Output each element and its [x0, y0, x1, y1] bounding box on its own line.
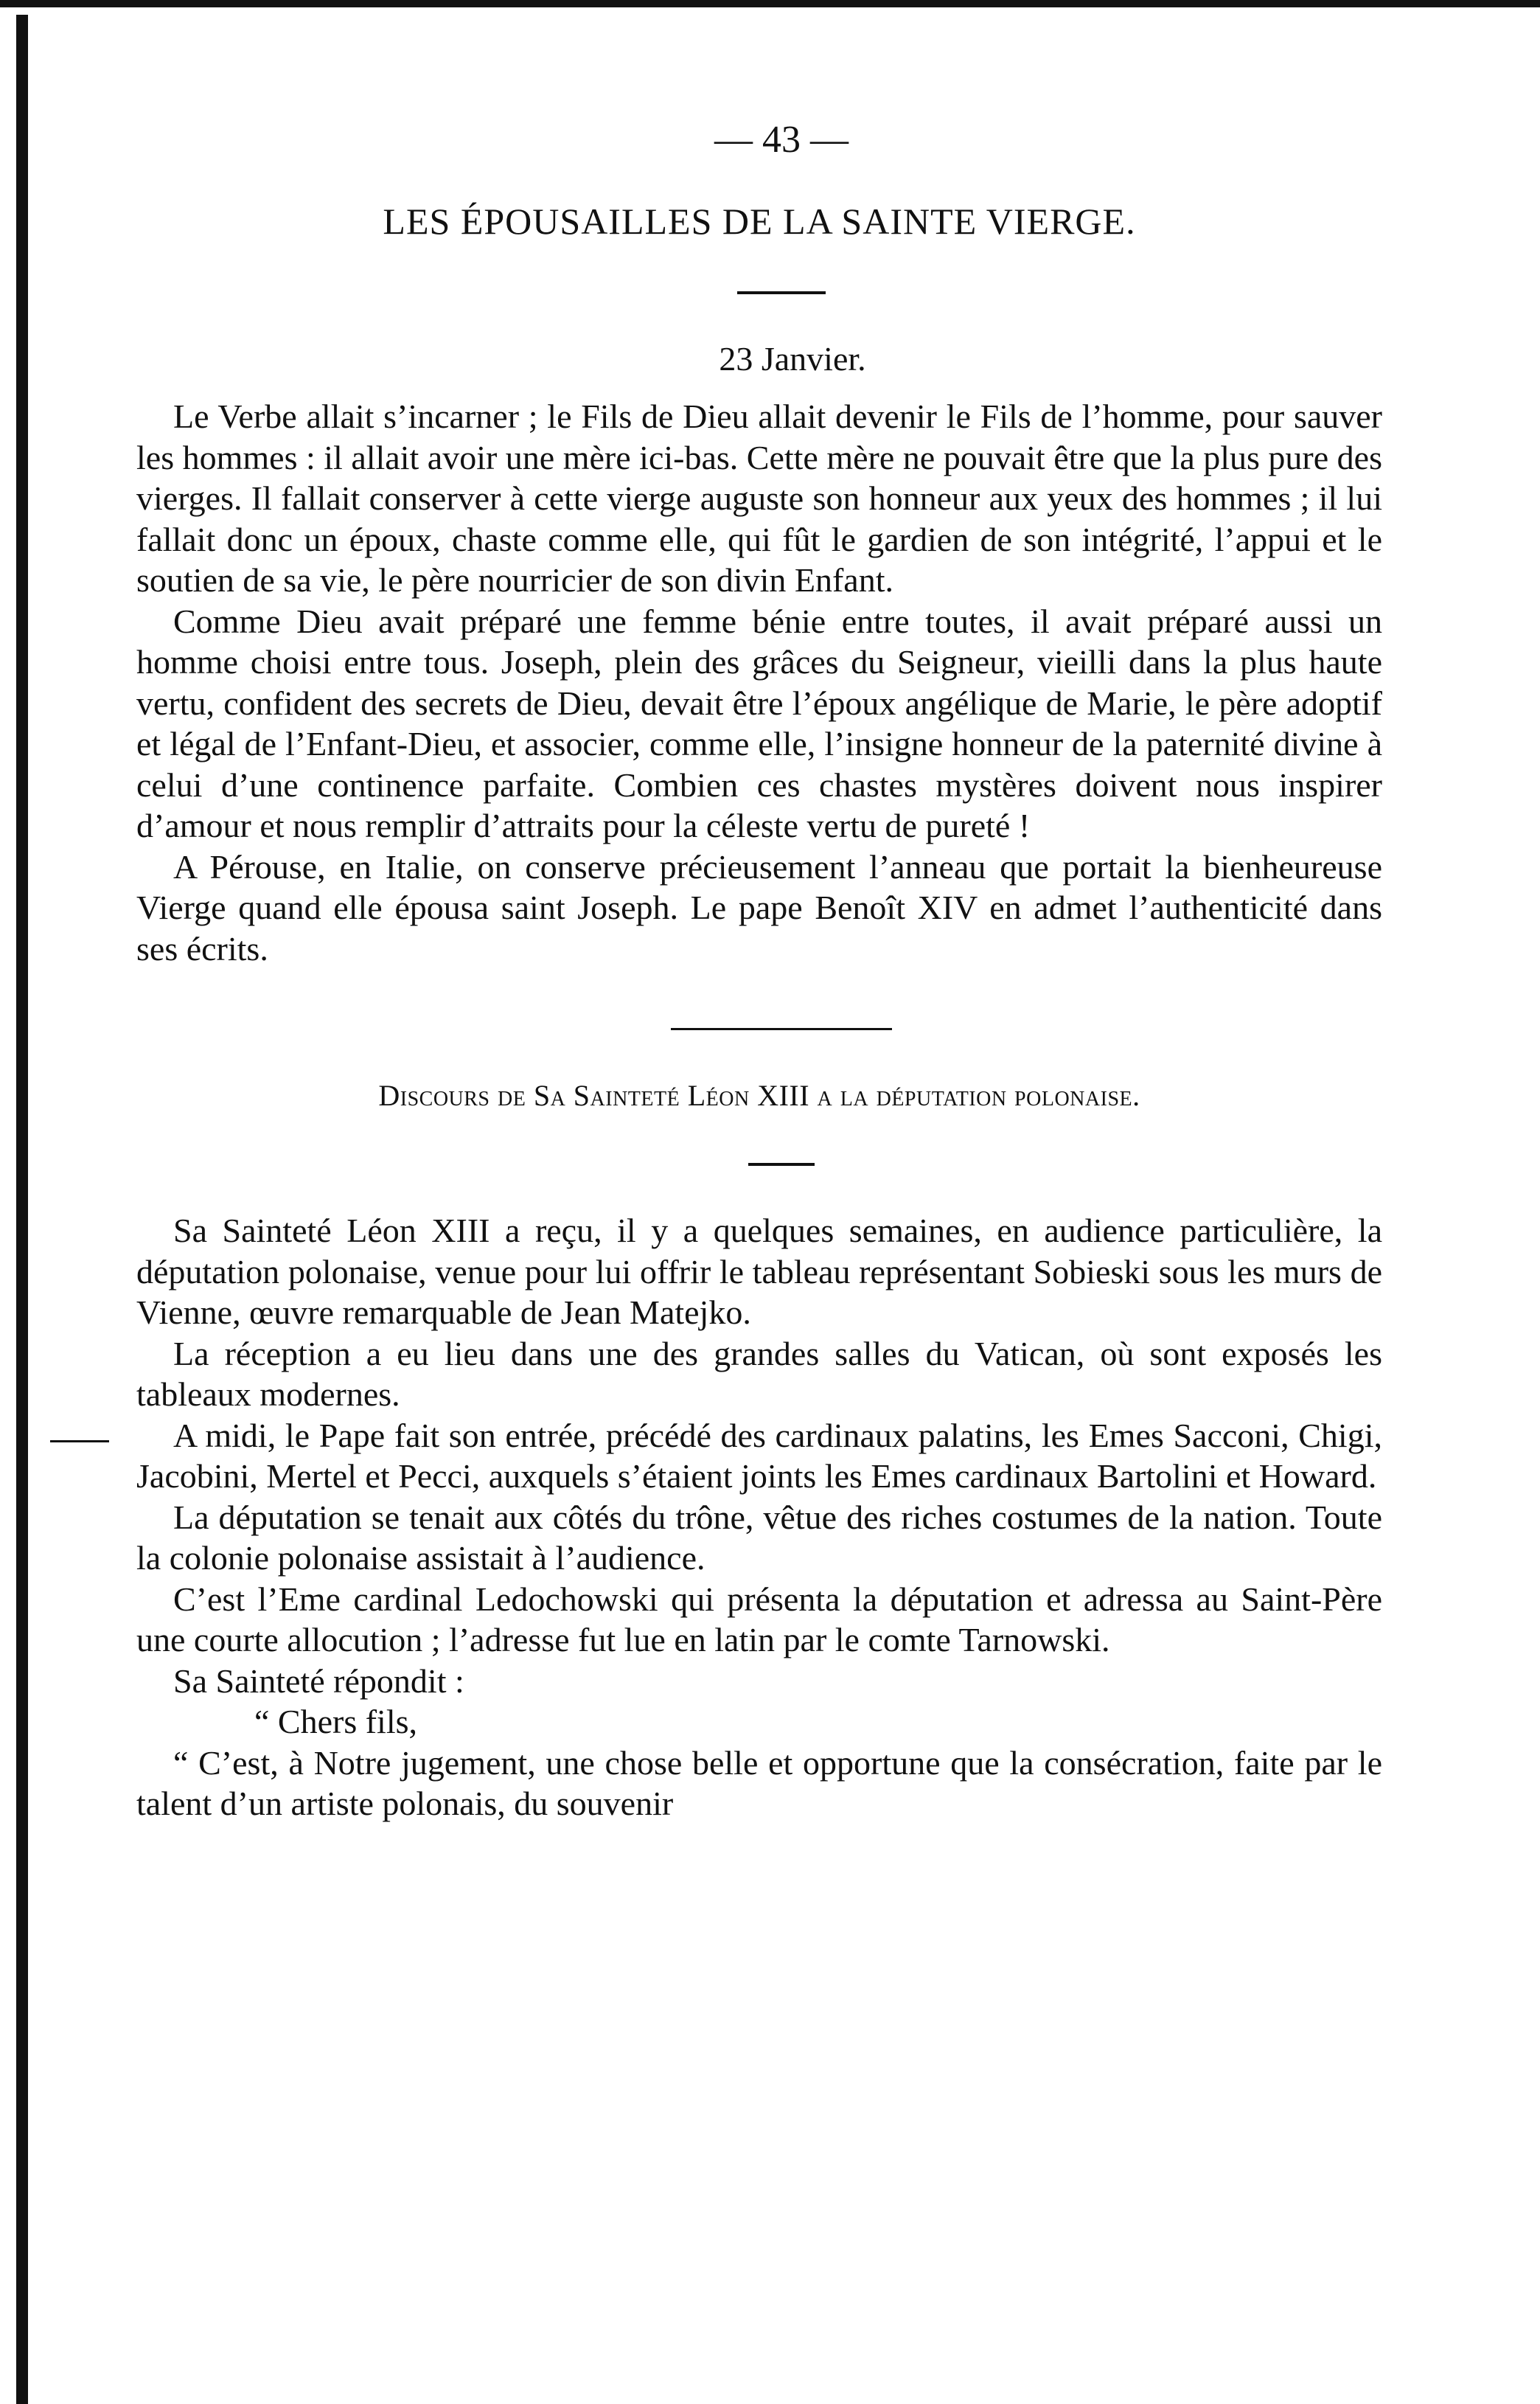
- paragraph: Sa Sainteté répondit :: [173, 1661, 464, 1700]
- paragraph: Comme Dieu avait préparé une femme bénie entre toutes, il avait préparé aussi un homme choisi entre tous. Joseph, plein des grâces du Seigneur, vieilli dans la plus haute vertu, confident des secrets de Dieu, devait être l’époux angélique de Marie, le père adoptif et légal de l’Enfant-Dieu, et associer, comme elle, l’insigne honneur de la paternité divine à celui d’une continence parfaite. Combien ces chastes mystères doivent nous inspirer d’amour et nous remplir d’attraits pour la céleste vertu de pureté !: [136, 602, 1382, 844]
- paragraph: La députation se tenait aux côtés du trône, vêtue des riches costumes de la nation. Toute la colonie polonaise assistait à l’audience.: [136, 1498, 1382, 1577]
- section-title-2: Discours de Sa Sainteté Léon XIII a la députation polonaise.: [378, 1079, 1140, 1112]
- title-separator: [737, 291, 826, 294]
- page-number: — 43 —: [714, 119, 849, 161]
- section-title: LES ÉPOUSAILLES DE LA SAINTE VIERGE.: [383, 201, 1136, 242]
- paragraph: La réception a eu lieu dans une des grandes salles du Vatican, où sont exposés les tableaux modernes.: [136, 1334, 1382, 1413]
- paragraph: Sa Sainteté Léon XIII a reçu, il y a quelques semaines, en audience particulière, la députation polonaise, venue pour lui offrir le tableau représentant Sobieski sous les murs de Vienne, œuvre remarquable de Jean Matejko.: [136, 1212, 1382, 1331]
- paragraph: A Pérouse, en Italie, on conserve précieusement l’anneau que portait la bienheureuse Vierge quand elle épousa saint Joseph. Le pape Benoît XIV en admet l’authenticité dans ses écrits.: [136, 847, 1382, 967]
- paragraph: A midi, le Pape fait son entrée, précédé des cardinaux palatins, les Emes Sacconi, Chigi, Jacobini, Mertel et Pecci, auxquels s’étaient joints les Emes cardinaux Bartolini et Howard.: [136, 1416, 1382, 1495]
- margin-dash-mark: [50, 1440, 109, 1442]
- quote-paragraph: “ C’est, à Notre jugement, une chose belle et opportune que la consécration, faite par le talent d’un artiste polonais, du souvenir: [136, 1743, 1382, 1822]
- left-border-rule: [16, 15, 28, 2404]
- section-separator: [671, 1028, 892, 1030]
- top-border-rule: [0, 0, 1540, 7]
- title-separator-2: [748, 1163, 815, 1166]
- date-heading: 23 Janvier.: [719, 340, 866, 378]
- page-body: [136, 118, 1382, 1824]
- paragraph: C’est l’Eme cardinal Ledochowski qui présenta la députation et adressa au Saint-Père une courte allocution ; l’adresse fut lue en latin par le comte Tarnowski.: [136, 1580, 1382, 1658]
- paragraph: Le Verbe allait s’incarner ; le Fils de Dieu allait devenir le Fils de l’homme, pour sauver les hommes : il allait avoir une mère ici-bas. Cette mère ne pouvait être que la plus pure des vierges. Il fallait conserver à cette vierge auguste son honneur aux yeux des hommes ; il lui fallait donc un époux, chaste comme elle, qui fût le gardien de son intégrité, l’appui et le soutien de sa vie, le père nourricier de son divin Enfant.: [136, 397, 1382, 599]
- quote-salutation: “ Chers fils,: [254, 1703, 418, 1740]
